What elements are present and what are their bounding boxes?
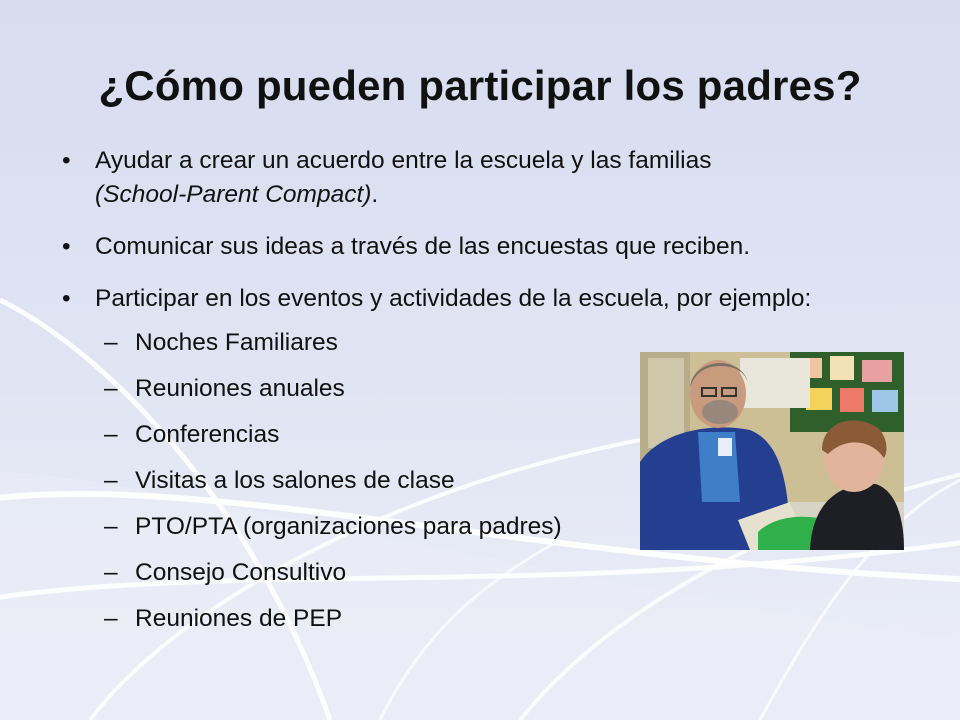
sub-item-text: Reuniones de PEP (135, 605, 343, 632)
bullet-text: Ayudar a crear un acuerdo entre la escuela y las familias (95, 147, 712, 174)
sub-item-text: Conferencias (135, 421, 280, 448)
bullet-dot: • (62, 233, 71, 260)
sub-item (62, 602, 882, 648)
bullet-text-italic: (School-Parent Compact) (95, 181, 372, 208)
sub-item (62, 556, 882, 602)
sub-dash: – (104, 421, 118, 448)
bullet-text: Participar en los eventos y actividades de la escuela, por ejemplo: (95, 285, 812, 312)
bullet-text: Comunicar sus ideas a través de las encuestas que reciben. (95, 233, 751, 260)
slide-title: ¿Cómo pueden participar los padres? (98, 62, 862, 109)
sub-item-text: PTO/PTA (organizaciones para padres) (135, 513, 562, 540)
sub-item-text: Noches Familiares (135, 329, 338, 356)
sub-dash: – (104, 467, 118, 494)
sub-dash: – (104, 605, 118, 632)
sub-dash: – (104, 559, 118, 586)
bullet-text-suffix: . (371, 181, 379, 208)
sub-dash: – (104, 329, 118, 356)
bullet-dot: • (62, 147, 71, 174)
sub-item-text: Visitas a los salones de clase (135, 467, 455, 494)
bullet-item (62, 230, 882, 264)
classroom-photo (640, 352, 904, 550)
bullet-dot: • (62, 285, 71, 312)
bullet-item (62, 144, 882, 212)
sub-dash: – (104, 513, 118, 540)
sub-dash: – (104, 375, 118, 402)
sub-item-text: Reuniones anuales (135, 375, 345, 402)
bullet-item (62, 282, 882, 316)
sub-item-text: Consejo Consultivo (135, 559, 347, 586)
